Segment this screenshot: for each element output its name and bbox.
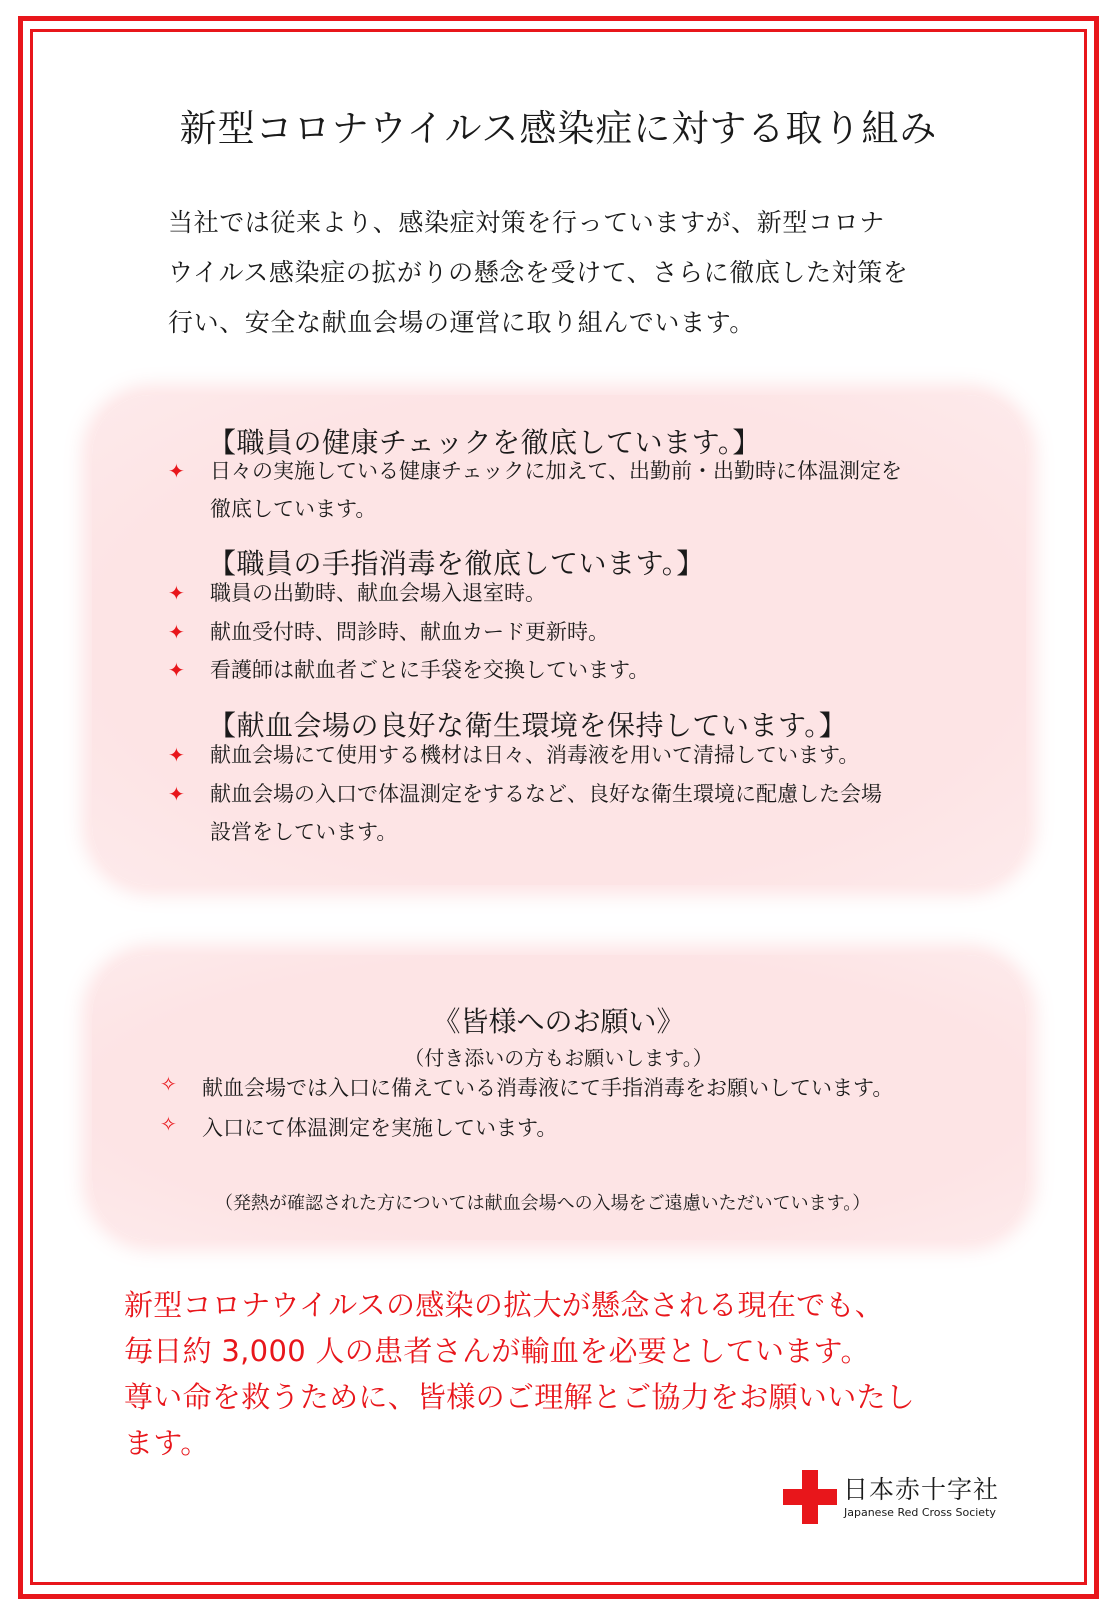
sparkle-bullet-icon: ✦ [168, 743, 185, 767]
red-cross-logo [783, 1470, 1013, 1530]
list-item-text: 献血会場では入口に備えている消毒液にて手指消毒をお願いしています。 [202, 1076, 894, 1100]
red-cross-icon-bar [783, 1489, 837, 1505]
list-item-text: 職員の出勤時、献血会場入退室時。 [210, 581, 546, 605]
list-item-line: 設営をしています。 [210, 820, 398, 844]
intro-line: ウイルス感染症の拡がりの懸念を受けて、さらに徹底した対策を [168, 258, 909, 287]
sparkle-outline-bullet-icon: ✧ [160, 1112, 177, 1136]
requests-subtitle: （付き添いの方もお願いします。） [404, 1046, 713, 1070]
requests-note: （発熱が確認された方については献血会場への入場をご遠慮いただいています。） [215, 1193, 871, 1214]
intro-line: 当社では従来より、感染症対策を行っていますが、新型コロナ [168, 208, 885, 237]
frame-top-outer [18, 16, 1099, 21]
frame-right-outer [1094, 16, 1099, 1599]
section-heading-health-check: 【職員の健康チェックを徹底しています。】 [208, 426, 761, 459]
list-item-text [210, 775, 882, 851]
sparkle-bullet-icon: ✦ [168, 658, 185, 682]
sparkle-bullet-icon: ✦ [168, 581, 185, 605]
frame-left-inner [30, 29, 33, 1585]
closing-message [124, 1282, 1004, 1466]
frame-top-inner [30, 29, 1087, 32]
closing-line: ます。 [124, 1426, 210, 1460]
list-item-text: 入口にて体温測定を実施しています。 [202, 1116, 558, 1140]
frame-bottom-inner [30, 1582, 1087, 1585]
frame-right-inner [1084, 29, 1087, 1585]
sparkle-bullet-icon: ✦ [168, 459, 185, 483]
closing-line: 新型コロナウイルスの感染の拡大が懸念される現在でも、 [124, 1288, 885, 1322]
requests-title: 《皆様へのお願い》 [432, 1005, 685, 1038]
sparkle-bullet-icon: ✦ [168, 620, 185, 644]
section-heading-hygiene: 【献血会場の良好な衛生環境を保持しています。】 [208, 709, 848, 742]
list-item-line: 献血会場の入口で体温測定をするなど、良好な衛生環境に配慮した会場 [210, 782, 882, 806]
sparkle-bullet-icon: ✦ [168, 782, 185, 806]
frame-left-outer [18, 16, 23, 1599]
list-item-text: 献血会場にて使用する機材は日々、消毒液を用いて清掃しています。 [210, 743, 860, 767]
intro-paragraph [168, 198, 968, 348]
page-title: 新型コロナウイルス感染症に対する取り組み [179, 107, 938, 150]
list-item-text: 看護師は献血者ごとに手袋を交換しています。 [210, 658, 650, 682]
frame-bottom-outer [18, 1594, 1099, 1599]
list-item-text: 献血受付時、問診時、献血カード更新時。 [210, 620, 609, 644]
closing-line: 毎日約 3,000 人の患者さんが輸血を必要としています。 [124, 1334, 870, 1368]
list-item-text [210, 452, 902, 528]
sparkle-outline-bullet-icon: ✧ [160, 1072, 177, 1096]
list-item-line: 徹底しています。 [210, 497, 377, 521]
logo-name: 日本赤十字社 [843, 1475, 1000, 1504]
intro-line: 行い、安全な献血会場の運営に取り組んでいます。 [168, 308, 755, 337]
logo-english-name: Japanese Red Cross Society [844, 1506, 996, 1519]
section-heading-hand-disinfection: 【職員の手指消毒を徹底しています。】 [208, 547, 705, 580]
list-item-line: 日々の実施している健康チェックに加えて、出勤前・出勤時に体温測定を [210, 459, 902, 483]
closing-line: 尊い命を救うために、皆様のご理解とご協力をお願いいたし [124, 1380, 916, 1414]
